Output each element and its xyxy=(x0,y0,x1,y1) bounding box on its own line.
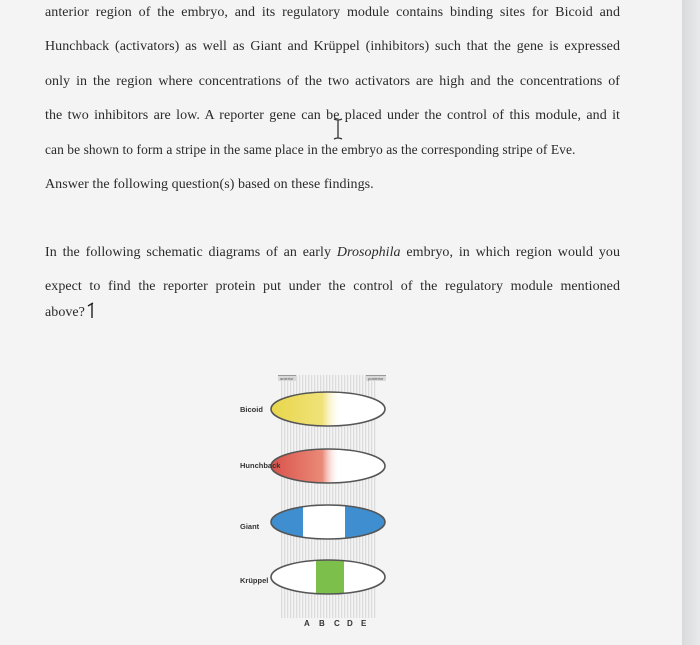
paragraph-line-6: Answer the following question(s) based on these findings. xyxy=(45,177,374,192)
label-giant: Giant xyxy=(240,522,260,531)
question-text-end: embryo, in which region would you xyxy=(400,245,620,260)
region-a: A xyxy=(304,619,310,628)
region-d: D xyxy=(347,619,353,628)
embryo-kruppel xyxy=(271,560,385,594)
embryo-bicoid xyxy=(271,392,385,426)
label-kruppel: Krüppel xyxy=(240,576,269,585)
embryo-diagram xyxy=(230,365,405,637)
text-caret-icon xyxy=(87,302,95,320)
embryo-giant xyxy=(271,505,385,539)
species-name: Drosophila xyxy=(336,245,401,260)
label-bicoid: Bicoid xyxy=(240,405,263,414)
text-cursor-icon xyxy=(331,118,345,140)
region-e: E xyxy=(361,619,367,628)
question-line-1 xyxy=(45,245,620,261)
region-c: C xyxy=(334,619,340,628)
question-line-2: expect to find the reporter protein put under the control of the regulatory module mentioned xyxy=(45,279,620,294)
question-line-3: above? xyxy=(45,305,85,320)
anterior-tag: anterior xyxy=(280,376,294,381)
region-b: B xyxy=(319,619,325,628)
posterior-tag: posterior xyxy=(368,376,384,381)
paragraph-line-2: Hunchback (activators) as well as Giant and Krüppel (inhibitors) such that the gene is expressed xyxy=(45,39,620,54)
question-text-start: In the following schematic diagrams of an early xyxy=(45,245,337,260)
embryo-hunchback xyxy=(271,449,385,483)
paragraph-line-5: can be shown to form a stripe in the same place in the embryo as the corresponding stripe of Eve. xyxy=(45,142,576,157)
paragraph-line-1: anterior region of the embryo, and its regulatory module contains binding sites for Bicoid and xyxy=(45,5,620,20)
paragraph-line-4: the two inhibitors are low. A reporter gene can be placed under the control of this module, and it xyxy=(45,108,620,123)
paragraph-line-3: only in the region where concentrations of the two activators are high and the concentrations of xyxy=(45,74,620,89)
label-hunchback: Hunchback xyxy=(240,461,281,470)
page-edge xyxy=(682,0,700,645)
